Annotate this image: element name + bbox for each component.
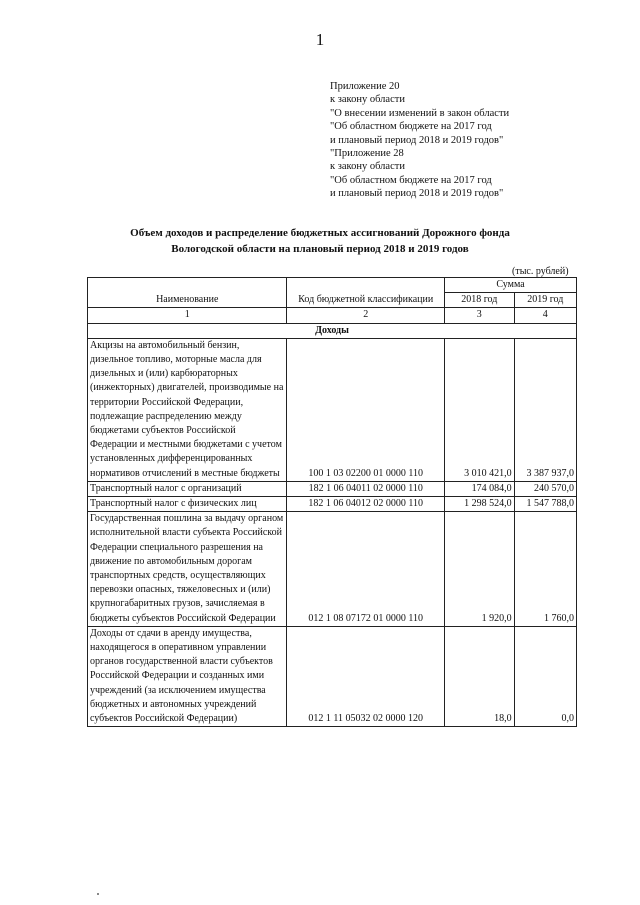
row-code: 182 1 06 04011 02 0000 110: [287, 481, 445, 496]
row-value-2019: 240 570,0: [514, 481, 576, 496]
row-value-2019: 1 760,0: [514, 512, 576, 627]
section-title: Доходы: [88, 323, 577, 338]
appendix-line: и плановый период 2018 и 2019 годов": [330, 134, 504, 146]
row-value-2018: 1 298 524,0: [445, 497, 515, 512]
appendix-reference: [330, 80, 509, 201]
table-row: [88, 626, 577, 726]
table-row: [88, 512, 577, 627]
row-value-2019: 0,0: [514, 626, 576, 726]
title-line-1: Объем доходов и распределение бюджетных ассигнований Дорожного фонда: [130, 227, 510, 239]
appendix-line: "Об областном бюджете на 2017 год: [330, 121, 492, 133]
header-code: Код бюджетной классификации: [287, 278, 445, 308]
row-value-2019: 3 387 937,0: [514, 338, 576, 481]
header-year-2019: 2019 год: [514, 293, 576, 308]
appendix-line: к закону области: [330, 94, 405, 106]
col-number: 1: [88, 308, 287, 323]
header-row: [88, 278, 577, 293]
row-value-2018: 1 920,0: [445, 512, 515, 627]
table-row: [88, 481, 577, 496]
table-row: [88, 338, 577, 481]
scan-speck: [97, 893, 99, 895]
header-name: Наименование: [88, 278, 287, 308]
col-number: 2: [287, 308, 445, 323]
section-row: [88, 323, 577, 338]
col-number: 4: [514, 308, 576, 323]
units-label: (тыс. рублей): [512, 266, 569, 277]
row-name: Акцизы на автомобильный бензин, дизельное топливо, моторные масла для дизельных и (или) карбюраторных (инжекторных) двигателей, производимые на территории Российской Федерации, подлежащие распределению между бюджетами субъектов Российской Федерации и местными бюджетами с учетом установленных дифференцированных нормативов отчислений в местные бюджеты: [88, 338, 287, 481]
column-numbers-row: [88, 308, 577, 323]
row-code: 012 1 08 07172 01 0000 110: [287, 512, 445, 627]
row-value-2018: 18,0: [445, 626, 515, 726]
header-year-2018: 2018 год: [445, 293, 515, 308]
row-code: 012 1 11 05032 02 0000 120: [287, 626, 445, 726]
header-sum: Сумма: [445, 278, 577, 293]
appendix-line: к закону области: [330, 161, 405, 173]
appendix-line: "Об областном бюджете на 2017 год: [330, 174, 492, 186]
title-line-2: Вологодской области на плановый период 2018 и 2019 годов: [171, 242, 469, 255]
row-value-2019: 1 547 788,0: [514, 497, 576, 512]
row-name: Государственная пошлина за выдачу органом исполнительной власти субъекта Российской Федерации специального разрешения на движение по автомобильным дорогам транспортных средств, осуществляющих перевозки опасных, тяжеловесных и (или) крупногабаритных грузов, зачисляемая в бюджеты субъектов Российской Федерации: [88, 512, 287, 627]
row-code: 182 1 06 04012 02 0000 110: [287, 497, 445, 512]
table-row: [88, 497, 577, 512]
budget-table: [87, 277, 577, 727]
appendix-line: "Приложение 28: [330, 148, 404, 160]
document-title: [0, 226, 640, 257]
row-name: Транспортный налог с организаций: [88, 481, 287, 496]
col-number: 3: [445, 308, 515, 323]
appendix-line: и плановый период 2018 и 2019 годов": [330, 188, 504, 200]
appendix-line: Приложение 20: [330, 81, 400, 92]
appendix-line: "О внесении изменений в закон области: [330, 107, 510, 119]
row-code: 100 1 03 02200 01 0000 110: [287, 338, 445, 481]
row-value-2018: 174 084,0: [445, 481, 515, 496]
row-value-2018: 3 010 421,0: [445, 338, 515, 481]
row-name: Доходы от сдачи в аренду имущества, находящегося в оперативном управлении органов государственной власти субъектов Российской Федерации и созданных ими учреждений (за исключением имущества бюджетных и автономных учреждений субъектов Российской Федерации): [88, 626, 287, 726]
page-number: 1: [315, 30, 325, 49]
row-name: Транспортный налог с физических лиц: [88, 497, 287, 512]
